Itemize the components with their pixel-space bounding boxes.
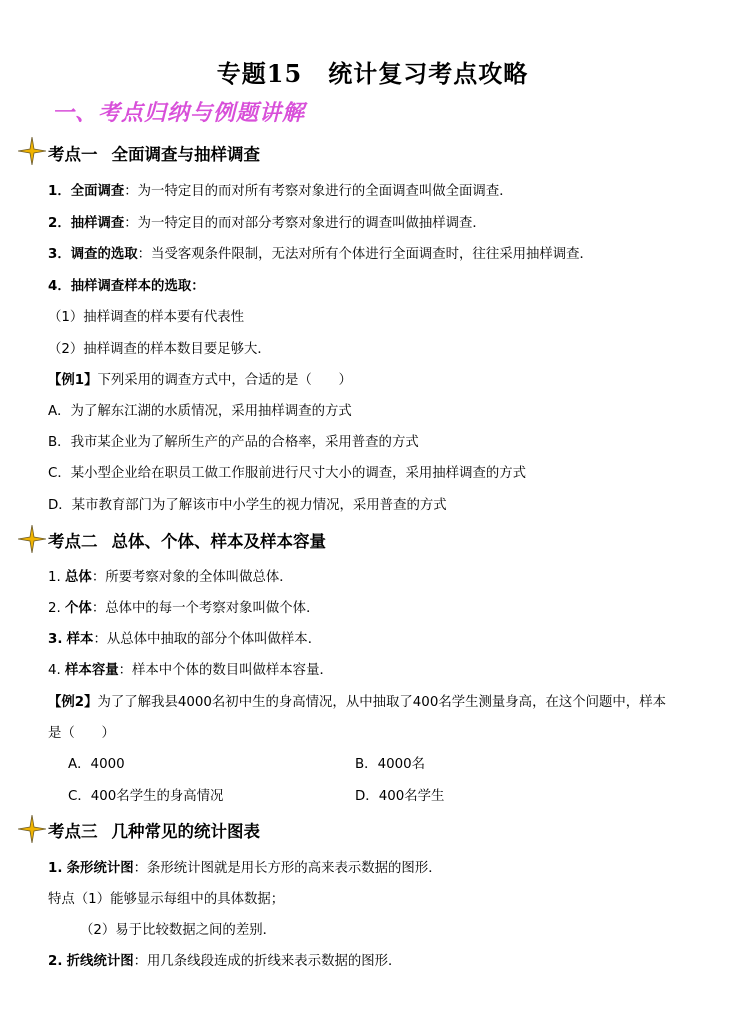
item-number: 2. bbox=[48, 954, 63, 969]
definition: ：用几条线段连成的折线来表示数据的图形． bbox=[133, 954, 402, 969]
example-label: 【例2】 bbox=[48, 695, 98, 710]
paragraph bbox=[48, 597, 319, 616]
term: 折线统计图 bbox=[66, 954, 134, 969]
kaodian-heading-3 bbox=[48, 818, 260, 842]
example-text: 下列采用的调查方式中，合适的是（ ） bbox=[97, 373, 352, 388]
item-number: 1. bbox=[48, 861, 63, 876]
option-c: C．400名学生的身高情况 bbox=[68, 789, 224, 804]
paragraph: （1）抽样调查的样本要有代表性 bbox=[48, 310, 244, 325]
example-text: 为了了解我县4000名初中生的身高情况，从中抽取了400名学生测量身高，在这个问题中，样本 bbox=[97, 695, 666, 710]
option-d: D．某市教育部门为了解该市中小学生的视力情况，采用普查的方式 bbox=[48, 498, 447, 513]
definition: ：从总体中抽取的部分个体叫做样本． bbox=[93, 632, 322, 647]
kaodian-label: 考点三 bbox=[48, 822, 98, 841]
option-b: B．我市某企业为了解所生产的产品的合格率，采用普查的方式 bbox=[48, 435, 419, 450]
term: 条形统计图 bbox=[66, 861, 134, 876]
example-question bbox=[48, 691, 666, 710]
paragraph: 特点（1）能够显示每组中的具体数据； bbox=[48, 892, 285, 907]
four-point-star-icon bbox=[18, 815, 46, 843]
item-number: 4. bbox=[48, 663, 61, 678]
item-number: 3. bbox=[48, 632, 63, 647]
term: 个体 bbox=[65, 601, 92, 616]
kaodian-topic: 总体、个体、样本及样本容量 bbox=[111, 532, 326, 551]
paragraph: 4．抽样调查样本的选取： bbox=[48, 279, 205, 294]
paragraph bbox=[48, 212, 486, 231]
page-title bbox=[0, 54, 745, 89]
paragraph bbox=[48, 659, 333, 678]
paragraph bbox=[48, 628, 321, 647]
title-number: 专题15 bbox=[216, 59, 303, 88]
paragraph bbox=[48, 243, 593, 262]
option-d: D．400名学生 bbox=[355, 789, 445, 804]
term: 总体 bbox=[65, 570, 92, 585]
option-a: A．为了解东江湖的水质情况，采用抽样调查的方式 bbox=[48, 404, 352, 419]
kaodian-heading-1 bbox=[48, 141, 260, 165]
option-a: A．4000 bbox=[68, 757, 125, 772]
term: 全面调查 bbox=[70, 184, 125, 199]
item-number: 2. bbox=[48, 601, 61, 616]
paragraph bbox=[48, 566, 293, 585]
option-b: B．4000名 bbox=[355, 757, 426, 772]
paragraph: （2）抽样调查的样本数目要足够大． bbox=[48, 342, 271, 357]
definition: ：为一特定目的而对部分考察对象进行的调查叫做抽样调查． bbox=[124, 216, 486, 231]
title-text: 统计复习考点攻略 bbox=[328, 59, 529, 88]
item-number: 1． bbox=[48, 184, 71, 199]
definition: ：当受客观条件限制，无法对所有个体进行全面调查时，往往采用抽样调查． bbox=[137, 247, 593, 262]
example-continuation: 是（ ） bbox=[48, 726, 115, 741]
term: 调查的选取 bbox=[70, 247, 138, 262]
kaodian-topic: 全面调查与抽样调查 bbox=[111, 145, 260, 164]
item-number: 2． bbox=[48, 216, 71, 231]
section-heading: 一、考点归纳与例题讲解 bbox=[52, 101, 306, 126]
term: 样本容量 bbox=[65, 663, 119, 678]
paragraph bbox=[48, 857, 442, 876]
definition: ：条形统计图就是用长方形的高来表示数据的图形． bbox=[133, 861, 442, 876]
definition: ：为一特定目的而对所有考察对象进行的全面调查叫做全面调查． bbox=[124, 184, 513, 199]
definition: ：样本中个体的数目叫做样本容量． bbox=[118, 663, 333, 678]
definition: ：总体中的每一个考察对象叫做个体． bbox=[91, 601, 320, 616]
example-question bbox=[48, 369, 352, 388]
kaodian-label: 考点二 bbox=[48, 532, 98, 551]
option-c: C．某小型企业给在职员工做工作服前进行尺寸大小的调查，采用抽样调查的方式 bbox=[48, 466, 527, 481]
paragraph bbox=[48, 950, 401, 969]
four-point-star-icon bbox=[18, 137, 46, 165]
term: 抽样调查 bbox=[70, 216, 125, 231]
definition: ：所要考察对象的全体叫做总体． bbox=[91, 570, 293, 585]
term: 样本 bbox=[66, 632, 94, 647]
kaodian-heading-2 bbox=[48, 528, 326, 552]
four-point-star-icon bbox=[18, 525, 46, 553]
item-number: 3． bbox=[48, 247, 71, 262]
kaodian-topic: 几种常见的统计图表 bbox=[111, 822, 260, 841]
kaodian-label: 考点一 bbox=[48, 145, 98, 164]
paragraph: （2）易于比较数据之间的差别． bbox=[80, 923, 276, 938]
item-number: 1. bbox=[48, 570, 61, 585]
paragraph bbox=[48, 180, 513, 199]
example-label: 【例1】 bbox=[48, 373, 98, 388]
